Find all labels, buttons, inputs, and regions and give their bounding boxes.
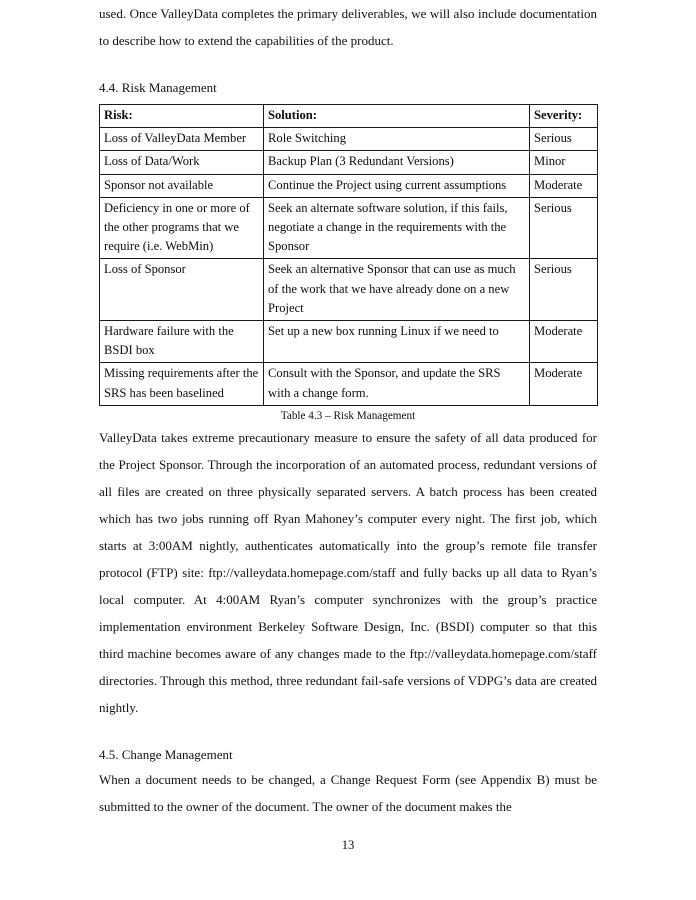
cell-risk: Loss of ValleyData Member (100, 128, 264, 151)
cell-severity: Moderate (530, 174, 598, 197)
paragraph-change-management: When a document needs to be changed, a Change Request Form (see Appendix B) must be submitted to the owner of the document. The owner of the document makes the (99, 771, 597, 814)
table-row (100, 259, 598, 321)
table-row (100, 321, 598, 363)
section-heading-4-5: 4.5. Change Management (99, 746, 233, 762)
cell-risk: Loss of Data/Work (100, 151, 264, 174)
column-header-solution: Solution: (264, 105, 530, 128)
cell-risk: Deficiency in one or more of the other programs that we require (i.e. WebMin) (100, 197, 264, 259)
page-content (99, 0, 597, 820)
cell-solution: Consult with the Sponsor, and update the SRS with a change form. (264, 363, 530, 405)
column-header-risk: Risk: (100, 105, 264, 128)
table-row (100, 363, 598, 405)
table-caption: Table 4.3 – Risk Management (280, 409, 416, 422)
paragraph-continued-top: used. Once ValleyData completes the primary deliverables, we will also include documentation to describe how to extend the capabilities of the product. (99, 6, 597, 48)
table-row (100, 197, 598, 259)
cell-severity: Minor (530, 151, 598, 174)
table-row (100, 174, 598, 197)
cell-solution: Continue the Project using current assumptions (264, 174, 530, 197)
table-row (100, 151, 598, 174)
risk-management-table (99, 104, 598, 406)
paragraph-backup-process: ValleyData takes extreme precautionary measure to ensure the safety of all data produced for the Project Sponsor. Through the incorporation of an automated process, redundant versions of all files are created on three physically separated servers. A batch process has been created which has two jobs running off Ryan Mahoney’s computer every night. The first job, which starts at 3:00AM nightly, authenticates automatically into the group’s remote file transfer protocol (FTP) site: ftp://valleydata.homepage.com/staff and fully backs up all data to Ryan’s local computer. At 4:00AM Ryan’s computer synchronizes with the group’s practice implementation environment Berkeley Software Design, Inc. (BSDI) computer so that this third machine becomes aware of any changes made to the ftp://valleydata.homepage.com/staff directories. Through this method, three redundant fail-safe versions of VDPG’s data are created nightly. (99, 429, 597, 715)
page-number: 13 (341, 838, 355, 852)
cell-severity: Serious (530, 128, 598, 151)
table-header-row (100, 105, 598, 128)
cell-risk: Missing requirements after the SRS has been baselined (100, 363, 264, 405)
cell-severity: Moderate (530, 363, 598, 405)
cell-risk: Hardware failure with the BSDI box (100, 321, 264, 363)
cell-severity: Serious (530, 197, 598, 259)
cell-severity: Serious (530, 259, 598, 321)
cell-risk: Sponsor not available (100, 174, 264, 197)
section-heading-4-4: 4.4. Risk Management (99, 80, 217, 95)
table-row (100, 128, 598, 151)
cell-solution: Seek an alternate software solution, if this fails, negotiate a change in the requirements with the Sponsor (264, 197, 530, 259)
cell-solution: Role Switching (264, 128, 530, 151)
column-header-severity: Severity: (530, 105, 598, 128)
cell-risk: Loss of Sponsor (100, 259, 264, 321)
cell-solution: Seek an alternative Sponsor that can use as much of the work that we have already done on a new Project (264, 259, 530, 321)
cell-severity: Moderate (530, 321, 598, 363)
cell-solution: Backup Plan (3 Redundant Versions) (264, 151, 530, 174)
cell-solution: Set up a new box running Linux if we need to (264, 321, 530, 363)
